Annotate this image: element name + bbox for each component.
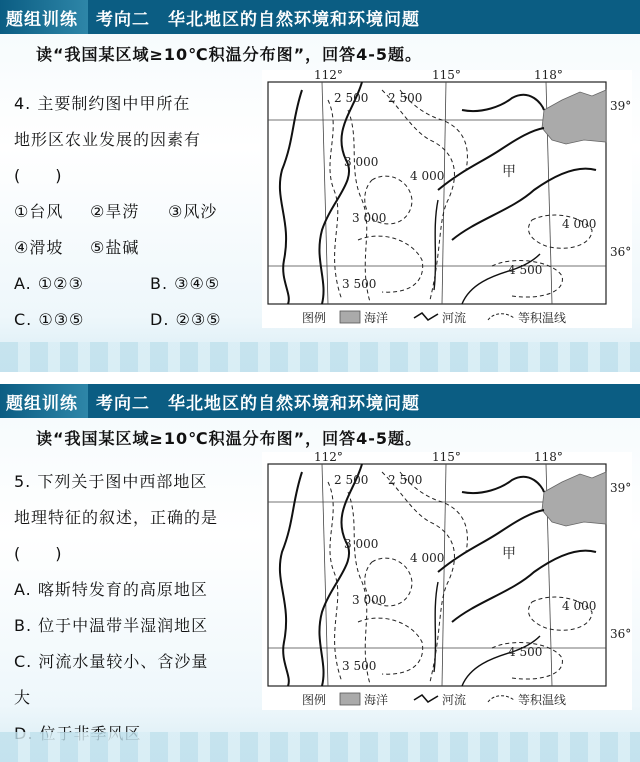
legend-river: 河流 xyxy=(442,693,467,707)
legend-isotherm: 等积温线 xyxy=(518,693,567,707)
section-title: 考向二 华北地区的自然环境和环境问题 xyxy=(96,393,420,414)
contour-label: 4 500 xyxy=(508,645,543,659)
decorative-wave xyxy=(0,732,640,762)
contour-label: 4 000 xyxy=(562,599,597,613)
contour-label: 3 000 xyxy=(344,537,379,551)
isotherm-map xyxy=(262,452,632,710)
choice-d[interactable]: D. ②③⑤ xyxy=(150,310,222,329)
legend-river: 河流 xyxy=(442,311,467,325)
lat-label: 39° xyxy=(610,99,632,113)
question-4 xyxy=(14,86,244,338)
instruction-text: 读“我国某区域≥10℃积温分布图”，回答4-5题。 xyxy=(36,45,422,64)
contour-label: 3 500 xyxy=(342,659,377,673)
legend-isotherm: 等积温线 xyxy=(518,311,567,325)
factor-item: ①台风 xyxy=(14,202,64,221)
factor-item: ⑤盐碱 xyxy=(90,238,140,257)
slide-question-5 xyxy=(0,384,640,762)
lon-label: 115° xyxy=(432,452,461,464)
choice-a[interactable]: A. 喀斯特发育的高原地区 xyxy=(14,580,208,599)
choice-b[interactable]: B. 位于中温带半湿润地区 xyxy=(14,616,209,635)
map-figure xyxy=(262,70,632,328)
legend-sea-swatch xyxy=(340,311,360,323)
legend-prefix: 图例 xyxy=(302,693,327,707)
slide-question-4 xyxy=(0,0,640,372)
factor-row xyxy=(14,194,244,230)
contour-label: 3 000 xyxy=(344,155,379,169)
lon-label: 115° xyxy=(432,70,461,82)
lat-label: 36° xyxy=(610,627,632,641)
question-5 xyxy=(14,464,244,752)
header-bar xyxy=(0,0,640,34)
factor-item: ②旱涝 xyxy=(90,202,140,221)
question-line: ( ) xyxy=(14,544,63,563)
lon-label: 118° xyxy=(534,452,563,464)
isotherm-map xyxy=(262,70,632,328)
question-line: 4. 主要制约图中甲所在 xyxy=(14,94,191,113)
legend-river-swatch xyxy=(414,695,438,702)
choice-c-continued: 大 xyxy=(14,688,32,707)
contour-label: 4 000 xyxy=(410,551,445,565)
map-figure xyxy=(262,452,632,710)
section-title: 考向二 华北地区的自然环境和环境问题 xyxy=(96,9,420,30)
contour-label: 2 500 xyxy=(334,473,369,487)
choice-row xyxy=(14,302,244,338)
question-line: 5. 下列关于图中西部地区 xyxy=(14,472,208,491)
contour-label: 4 000 xyxy=(562,217,597,231)
factor-item: ④滑坡 xyxy=(14,238,64,257)
contour-label: 4 500 xyxy=(508,263,543,277)
place-label: 甲 xyxy=(502,546,516,562)
header-bar xyxy=(0,384,640,418)
contour-label: 3 500 xyxy=(342,277,377,291)
decorative-wave xyxy=(0,342,640,372)
contour-label: 2 500 xyxy=(334,91,369,105)
legend-river-swatch xyxy=(414,313,438,320)
contour-label: 3 000 xyxy=(352,211,387,225)
legend-sea: 海洋 xyxy=(364,311,389,325)
legend-sea-swatch xyxy=(340,693,360,705)
contour-label: 2 500 xyxy=(388,473,423,487)
lon-label: 112° xyxy=(314,70,343,82)
legend-sea: 海洋 xyxy=(364,693,389,707)
legend-isotherm-swatch xyxy=(488,314,514,320)
lat-label: 39° xyxy=(610,481,632,495)
question-line: ( ) xyxy=(14,166,63,185)
question-line: 地理特征的叙述，正确的是 xyxy=(14,508,219,527)
section-tag: 题组训练 xyxy=(0,0,88,34)
instruction-text: 读“我国某区域≥10℃积温分布图”，回答4-5题。 xyxy=(36,429,422,448)
legend-isotherm-swatch xyxy=(488,696,514,702)
lon-label: 112° xyxy=(314,452,343,464)
place-label: 甲 xyxy=(502,164,516,180)
choice-b[interactable]: B. ③④⑤ xyxy=(150,274,221,293)
choice-c[interactable]: C. ①③⑤ xyxy=(14,310,85,329)
choice-a[interactable]: A. ①②③ xyxy=(14,274,84,293)
legend-prefix: 图例 xyxy=(302,311,327,325)
choice-c[interactable]: C. 河流水量较小、含沙量 xyxy=(14,652,209,671)
contour-label: 4 000 xyxy=(410,169,445,183)
contour-label: 2 500 xyxy=(388,91,423,105)
lat-label: 36° xyxy=(610,245,632,259)
lon-label: 118° xyxy=(534,70,563,82)
factor-item: ③风沙 xyxy=(168,202,218,221)
contour-label: 3 000 xyxy=(352,593,387,607)
question-line: 地形区农业发展的因素有 xyxy=(14,130,202,149)
section-tag: 题组训练 xyxy=(0,384,88,418)
factor-row xyxy=(14,230,244,266)
choice-row xyxy=(14,266,244,302)
